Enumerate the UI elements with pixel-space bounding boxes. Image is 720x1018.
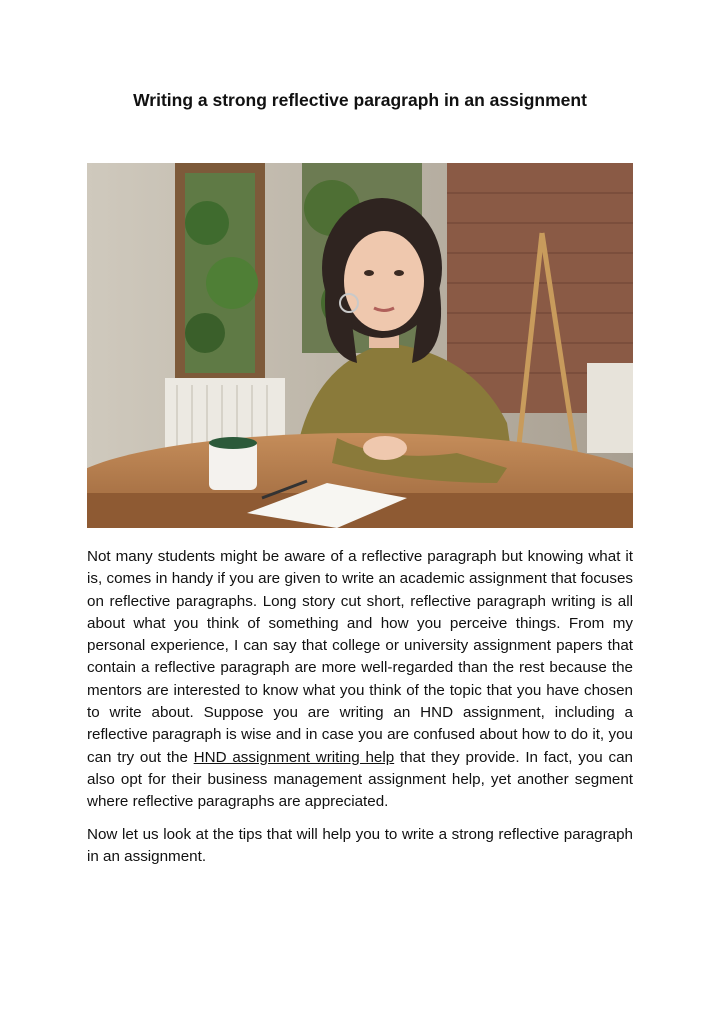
paragraph-1 bbox=[87, 546, 633, 814]
paragraph-1-text-before: Not many students might be aware of a reflective paragraph but knowing what it is, comes in handy if you are given to write an academic assignment that focuses on reflective paragraphs. Long story cut short, reflective paragraph writing is all about what you think of something and how you perceive things. From my personal experience, I can say that college or university assignment papers that contain a reflective paragraph are more well-regarded than the rest because the mentors are interested to know what you think of the topic that you have chosen to write about. Suppose you are writing an HND assignment, including a reflective paragraph is wise and in case you are confused about how to do it, you can try out the bbox=[87, 548, 633, 766]
article-photo bbox=[87, 163, 633, 528]
hnd-assignment-help-link[interactable]: HND assignment writing help bbox=[193, 748, 395, 766]
article-body bbox=[87, 546, 633, 878]
woman-seated-at-table-icon bbox=[87, 163, 633, 528]
document-title: Writing a strong reflective paragraph in an assignment bbox=[133, 90, 587, 110]
paragraph-2: Now let us look at the tips that will help you to write a strong reflective paragraph in an assignment. bbox=[87, 825, 633, 865]
paragraph-1-text-after: that they provide. In fact, you can also opt for their business management assignment help, yet another segment where reflective paragraphs are appreciated. bbox=[87, 748, 633, 811]
